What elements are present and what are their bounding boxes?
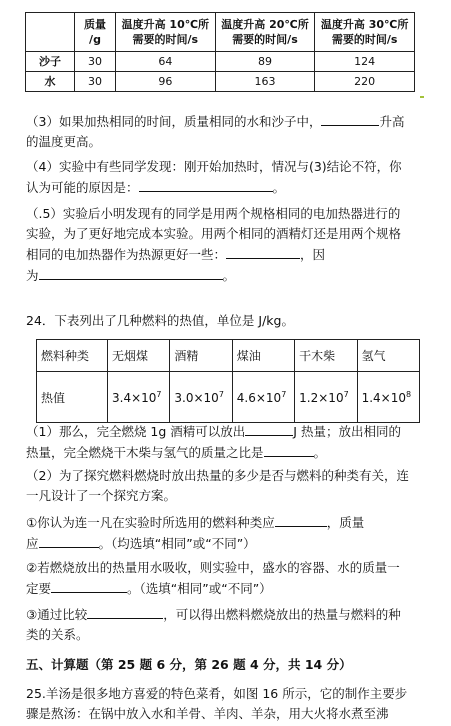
header-mass: 质量 /g — [75, 13, 116, 52]
value-hydrogen: $1.4\times 10^8$ — [357, 372, 419, 423]
answer-blank[interactable] — [139, 177, 273, 192]
table-row — [37, 340, 420, 372]
answer-blank[interactable] — [51, 578, 127, 593]
question-3: （3）如果加热相同的时间，质量相同的水和沙子中， 升高 的温度更高。 — [26, 111, 431, 152]
header-kerosene: 煤油 — [232, 340, 294, 372]
decorative-mark — [420, 96, 424, 98]
answer-blank[interactable] — [226, 244, 300, 259]
cell-t20: 163 — [215, 72, 315, 92]
cell-t30: 220 — [315, 72, 415, 92]
question-25: 25.羊汤是很多地方喜爱的特色菜肴，如图 16 所示，它的制作主要步 骤是熬汤：在锅中放入水和羊骨、羊肉、羊杂，用大火将水煮至沸 — [26, 686, 408, 721]
fuel-heat-value-table — [36, 339, 420, 423]
question-24-choice-3: ③通过比较 ，可以得出燃料燃烧放出的热量与燃料的种 类的关系。 — [26, 604, 431, 645]
question-24-2: （2）为了探究燃料燃烧时放出热量的多少是否与燃料的种类有关，连 一凡设计了一个探究方案。 — [26, 468, 409, 503]
question-4: （4）实验中有些同学发现：刚开始加热时，情况与(3)结论不符，你 认为可能的原因是： 。 — [26, 159, 402, 195]
row-label-water: 水 — [26, 72, 75, 92]
answer-blank[interactable] — [275, 512, 327, 527]
question-5: （.5）实验后小明发现有的同学是用两个规格相同的电加热器进行的 实验，为了更好地完成本实验。用两个相同的酒精灯还是用两个规格 相同的电加热器作为热源更好一些： ，因 为 。 — [26, 206, 402, 283]
question-24-intro: 24．下表列出了几种燃料的热值，单位是 J/kg。 — [26, 313, 294, 328]
table-corner-cell — [26, 13, 75, 52]
answer-blank[interactable] — [245, 421, 293, 436]
value-alcohol: $3.0\times 10^7$ — [170, 372, 232, 423]
header-dry-wood: 干木柴 — [295, 340, 357, 372]
answer-blank[interactable] — [39, 265, 223, 280]
row-label-sand: 沙子 — [26, 52, 75, 72]
heating-data-table — [25, 12, 415, 92]
header-t30: 温度升高 30℃所 需要的时间/s — [315, 13, 415, 52]
answer-blank[interactable] — [39, 533, 99, 548]
header-alcohol: 酒精 — [170, 340, 232, 372]
row-label-heat-value: 热值 — [37, 372, 108, 423]
table-row — [26, 52, 415, 72]
cell-mass: 30 — [75, 72, 116, 92]
header-anthracite: 无烟煤 — [108, 340, 170, 372]
question-24-choice-2: ②若燃烧放出的热量用水吸收，则实验中，盛水的容器、水的质量一 定要 。（选填“相同”或“不同”） — [26, 560, 400, 596]
value-anthracite: $3.4\times 10^7$ — [108, 372, 170, 423]
answer-blank[interactable] — [87, 604, 163, 619]
value-kerosene: $4.6\times 10^7$ — [232, 372, 294, 423]
answer-blank[interactable] — [321, 111, 379, 126]
cell-t20: 89 — [215, 52, 315, 72]
cell-mass: 30 — [75, 52, 116, 72]
value-dry-wood: $1.2\times 10^7$ — [295, 372, 357, 423]
header-t20: 温度升高 20℃所 需要的时间/s — [215, 13, 315, 52]
answer-blank[interactable] — [264, 442, 314, 457]
cell-t30: 124 — [315, 52, 415, 72]
question-24-choice-1: ①你认为连一凡在实验时所选用的燃料种类应 ，质量 应 。（均选填“相同”或“不同”） — [26, 512, 431, 554]
header-fuel-type: 燃料种类 — [37, 340, 108, 372]
table-row — [37, 372, 420, 423]
header-hydrogen: 氢气 — [357, 340, 419, 372]
question-24-1: （1）那么，完全燃烧 1g 酒精可以放出 J 热量；放出相同的 热量，完全燃烧干木柴与氢气的质量之比是 。 — [26, 421, 431, 463]
section-title-calculation: 五、计算题（第 25 题 6 分，第 26 题 4 分，共 14 分） — [26, 657, 352, 672]
cell-t10: 96 — [116, 72, 216, 92]
table-row — [26, 72, 415, 92]
header-t10: 温度升高 10℃所 需要的时间/s — [116, 13, 216, 52]
cell-t10: 64 — [116, 52, 216, 72]
